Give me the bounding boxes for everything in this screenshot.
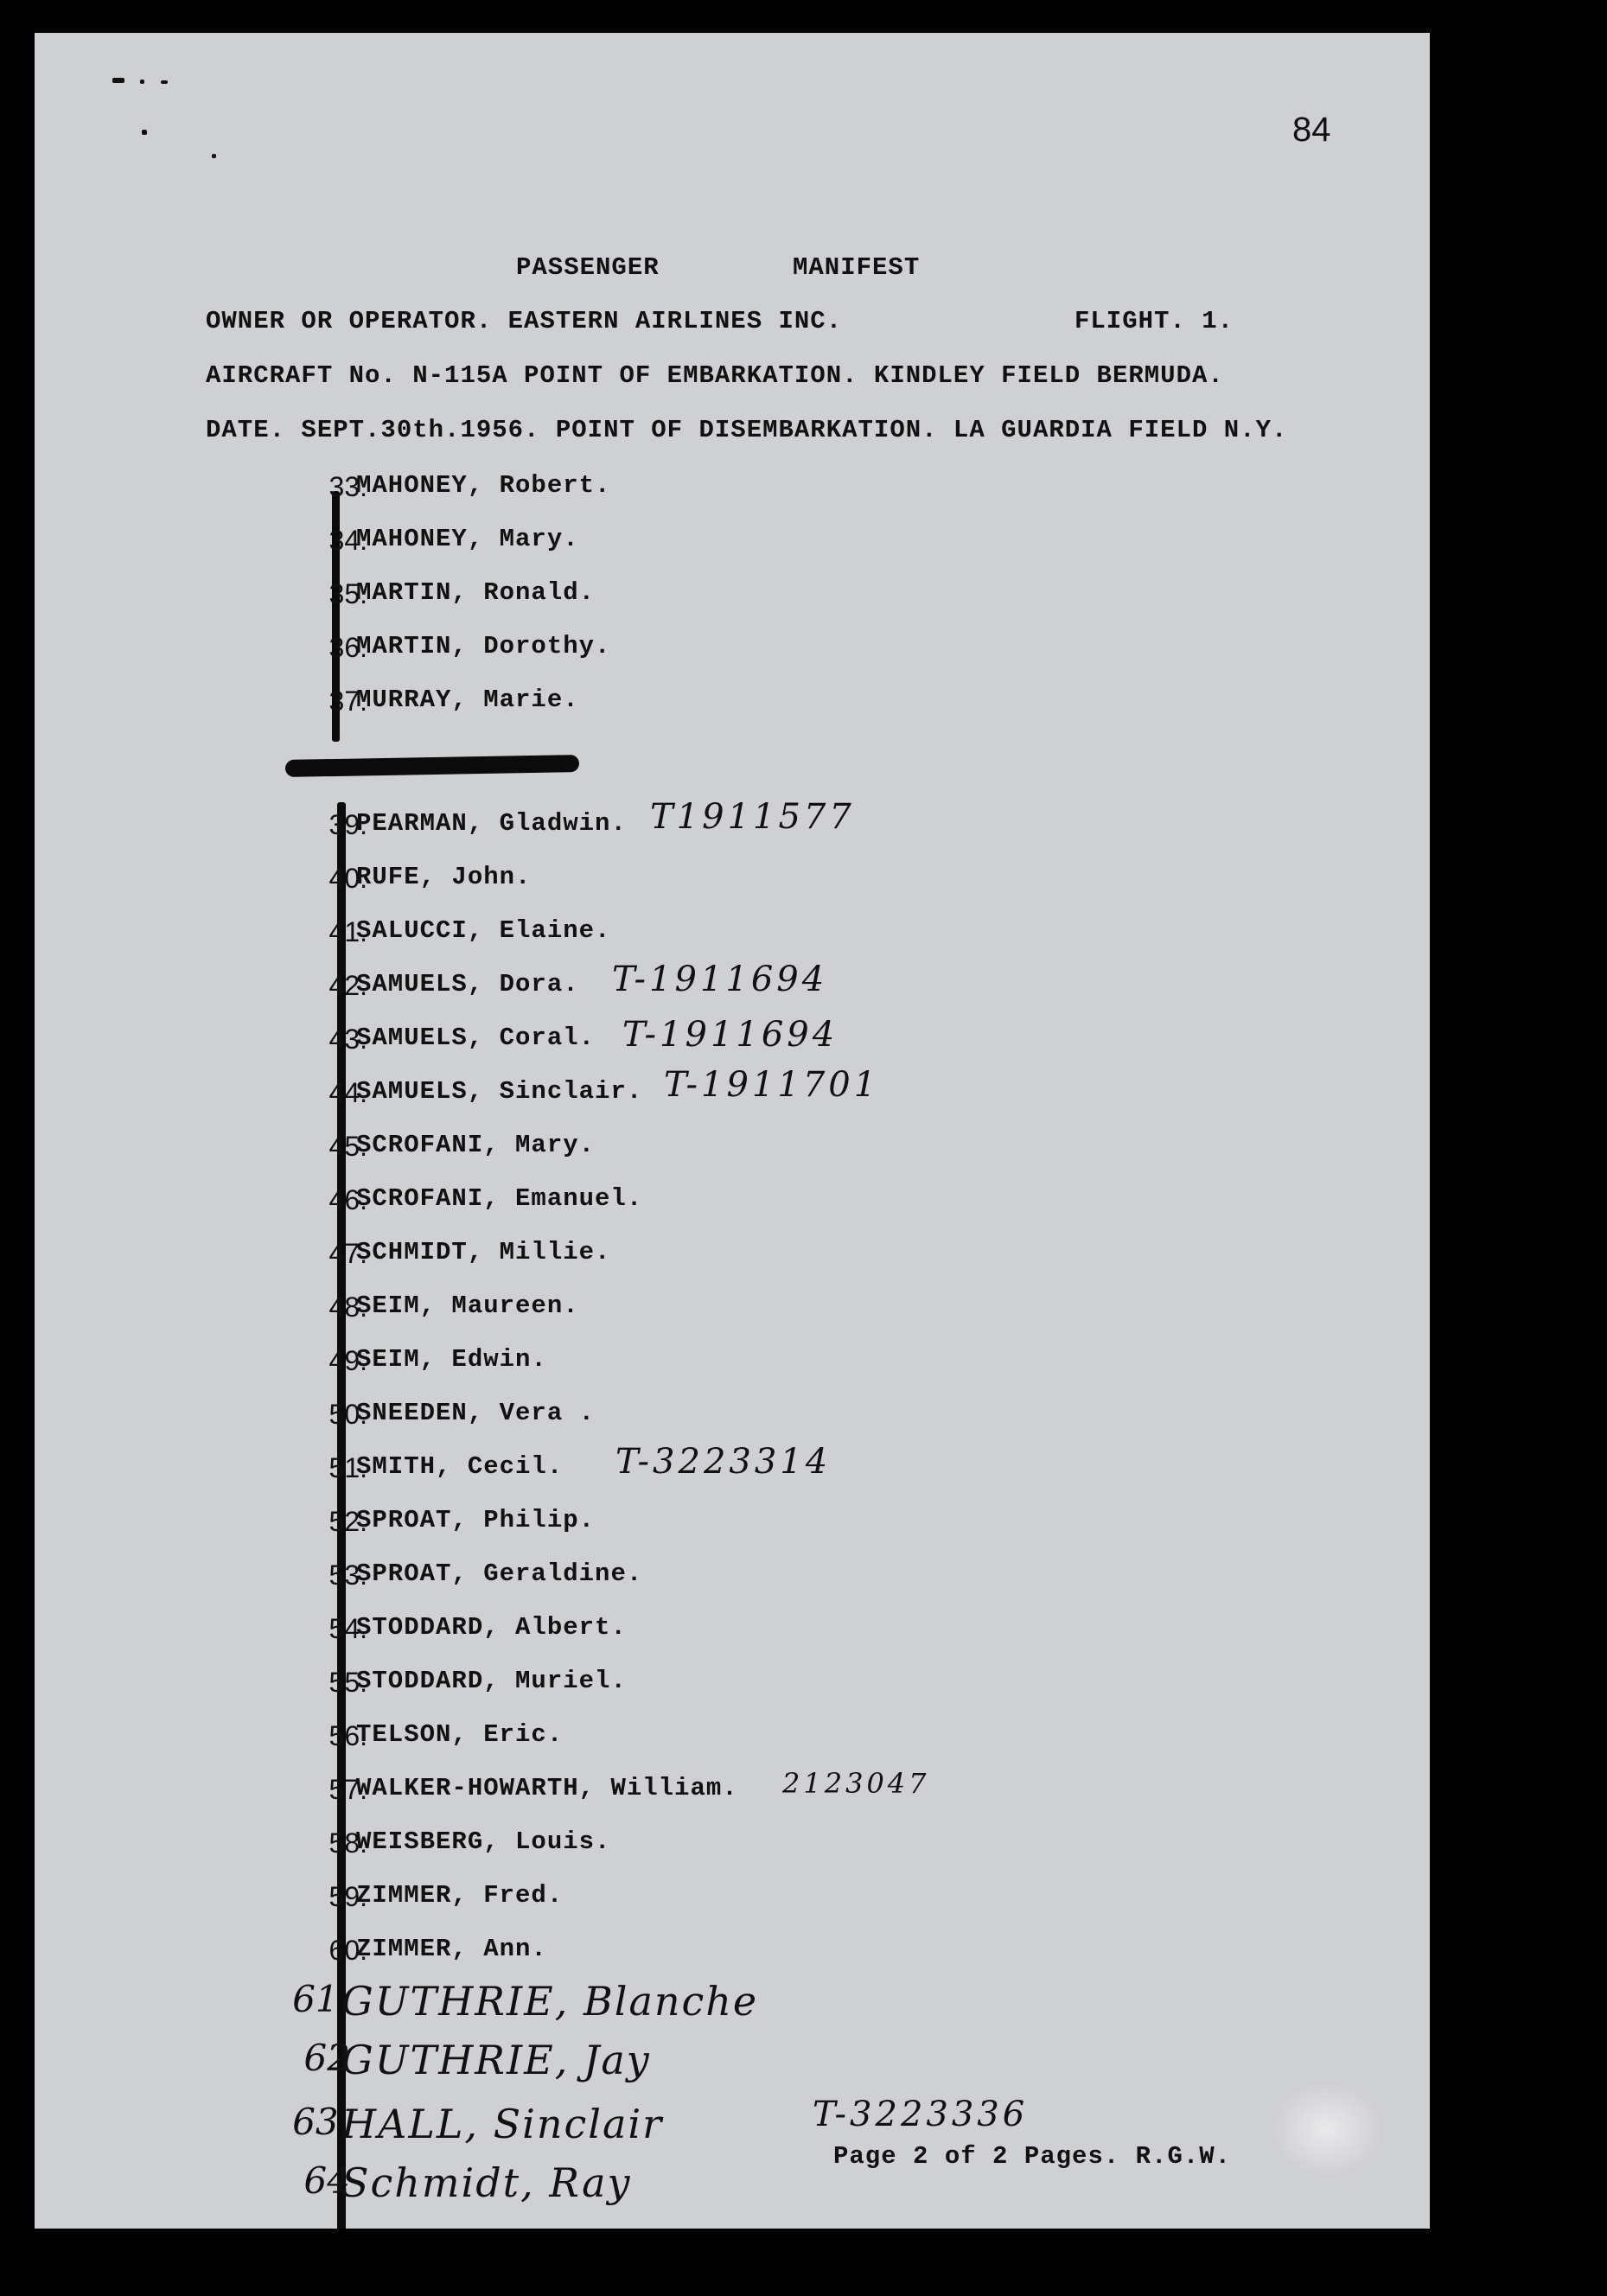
passenger-name: SAMUELS, Dora. (356, 970, 579, 998)
passenger-row (35, 578, 1331, 620)
passenger-row (35, 1935, 1331, 1976)
passenger-name: SPROAT, Philip. (356, 1506, 596, 1534)
handwritten-note: T-3223314 (615, 1442, 832, 1482)
passenger-name: STODDARD, Albert. (356, 1613, 627, 1642)
passenger-name: SPROAT, Geraldine. (356, 1559, 643, 1588)
passenger-number: 43. (328, 1024, 367, 1055)
passenger-row (35, 916, 1331, 958)
passenger-row (35, 1399, 1331, 1440)
passenger-name: SCHMIDT, Millie. (356, 1238, 611, 1266)
scan-speck (161, 80, 168, 84)
passenger-number: 37. (328, 686, 367, 717)
passenger-row (35, 1881, 1331, 1923)
passenger-name: SNEEDEN, Vera . (356, 1399, 596, 1427)
aircraft-embarkation-line: AIRCRAFT No. N-115A POINT OF EMBARKATION. KINDLEY FIELD BERMUDA. (206, 361, 1224, 390)
handwritten-note: 2123047 (782, 1767, 930, 1800)
passenger-name: MAHONEY, Robert. (356, 471, 611, 500)
passenger-name: SEIM, Maureen. (356, 1292, 579, 1320)
passenger-row (35, 1345, 1331, 1387)
scan-speck (212, 154, 216, 158)
passenger-name: WEISBERG, Louis. (356, 1827, 611, 1856)
passenger-name: STODDARD, Muriel. (356, 1667, 627, 1695)
passenger-number: 44. (328, 1077, 367, 1108)
passenger-row (35, 1442, 1331, 1494)
passenger-number: 51. (328, 1452, 367, 1483)
passenger-row (35, 1292, 1331, 1333)
passenger-name: SALUCCI, Elaine. (356, 916, 611, 945)
passenger-number: 35. (328, 578, 367, 609)
passenger-row (35, 1827, 1331, 1869)
passenger-row (35, 1131, 1331, 1172)
scan-speck (142, 130, 147, 135)
passenger-row (35, 1767, 1331, 1815)
passenger-name: MAHONEY, Mary. (356, 525, 579, 553)
passenger-number: 64 (303, 2159, 350, 2202)
passenger-number: 49. (328, 1345, 367, 1376)
passenger-number: 40. (328, 863, 367, 894)
passenger-number: 36. (328, 632, 367, 663)
passenger-number: 33. (328, 471, 367, 502)
handwritten-note: T-1911701 (664, 1065, 880, 1105)
stamp-smudge (1271, 2082, 1383, 2177)
passenger-row (35, 1613, 1331, 1655)
passenger-row (35, 1065, 1331, 1119)
passenger-number: 55. (328, 1667, 367, 1698)
passenger-name: PEARMAN, Gladwin. (356, 809, 627, 838)
passenger-number: 62 (303, 2037, 350, 2079)
scan-speck (140, 80, 144, 84)
passenger-number: 50. (328, 1399, 367, 1430)
passenger-name: SMITH, Cecil. (356, 1452, 564, 1481)
passenger-number: 41. (328, 916, 367, 947)
flight-number: FLIGHT. 1. (1075, 307, 1234, 335)
passenger-row (35, 471, 1331, 513)
passenger-row (35, 1184, 1331, 1226)
passenger-name: GUTHRIE, Blanche (341, 1978, 759, 2025)
passenger-name: SAMUELS, Coral. (356, 1024, 596, 1052)
passenger-number: 42. (328, 970, 367, 1001)
page-footer: Page 2 of 2 Pages. R.G.W. (833, 2142, 1232, 2171)
passenger-number: 60. (328, 1935, 367, 1966)
passenger-row (35, 863, 1331, 904)
passenger-row (35, 797, 1331, 851)
owner-operator-line: OWNER OR OPERATOR. EASTERN AIRLINES INC. (206, 307, 843, 335)
passenger-row (35, 1720, 1331, 1762)
passenger-number: 45. (328, 1131, 367, 1162)
passenger-name: GUTHRIE, Jay (341, 2037, 651, 2083)
struck-out-entry (285, 755, 579, 777)
passenger-number: 39. (328, 809, 367, 840)
passenger-row (35, 1238, 1331, 1279)
page-number: 84 (1292, 111, 1331, 149)
handwritten-note: T-1911694 (612, 960, 828, 999)
passenger-name: MURRAY, Marie. (356, 686, 579, 714)
handwritten-note: T-3223336 (813, 2095, 1029, 2134)
passenger-name: SCROFANI, Mary. (356, 1131, 596, 1159)
passenger-number: 46. (328, 1184, 367, 1215)
passenger-number: 56. (328, 1720, 367, 1751)
passenger-row (35, 525, 1331, 566)
passenger-number: 63. (292, 2101, 350, 2143)
passenger-name: ZIMMER, Fred. (356, 1881, 564, 1910)
passenger-row (35, 1506, 1331, 1547)
passenger-row (35, 1015, 1331, 1065)
passenger-number: 48. (328, 1292, 367, 1323)
passenger-name: ZIMMER, Ann. (356, 1935, 547, 1963)
handwritten-row (35, 2037, 1331, 2089)
passenger-name: WALKER-HOWARTH, William. (356, 1774, 738, 1802)
passenger-number: 47. (328, 1238, 367, 1269)
title-passenger: PASSENGER (516, 253, 660, 282)
passenger-number: 52. (328, 1506, 367, 1537)
manifest-sheet (35, 33, 1430, 2229)
passenger-number: 59. (328, 1881, 367, 1912)
passenger-number: 54. (328, 1613, 367, 1644)
passenger-row (35, 1559, 1331, 1601)
scan-speck (112, 78, 124, 83)
handwritten-note: T1911577 (650, 797, 855, 837)
passenger-name: RUFE, John. (356, 863, 532, 891)
passenger-name: HALL, Sinclair (341, 2101, 664, 2147)
handwritten-row (35, 1978, 1331, 2030)
passenger-row (35, 1667, 1331, 1708)
passenger-row (35, 960, 1331, 1011)
passenger-name: MARTIN, Ronald. (356, 578, 596, 607)
passenger-number: 58. (328, 1827, 367, 1859)
passenger-name: SCROFANI, Emanuel. (356, 1184, 643, 1213)
passenger-number: 53. (328, 1559, 367, 1591)
passenger-name: MARTIN, Dorothy. (356, 632, 611, 660)
handwritten-note: T-1911694 (622, 1015, 839, 1055)
passenger-name: Schmidt, Ray (341, 2159, 632, 2206)
passenger-name: SAMUELS, Sinclair. (356, 1077, 643, 1106)
passenger-row (35, 686, 1331, 727)
passenger-number: 61. (292, 1978, 350, 2020)
title-manifest: MANIFEST (793, 253, 921, 282)
passenger-row (35, 632, 1331, 673)
passenger-number: 57. (328, 1774, 367, 1805)
passenger-name: SEIM, Edwin. (356, 1345, 547, 1374)
passenger-number: 34. (328, 525, 367, 556)
date-disembarkation-line: DATE. SEPT.30th.1956. POINT OF DISEMBARKATION. LA GUARDIA FIELD N.Y. (206, 416, 1288, 444)
passenger-name: TELSON, Eric. (356, 1720, 564, 1749)
